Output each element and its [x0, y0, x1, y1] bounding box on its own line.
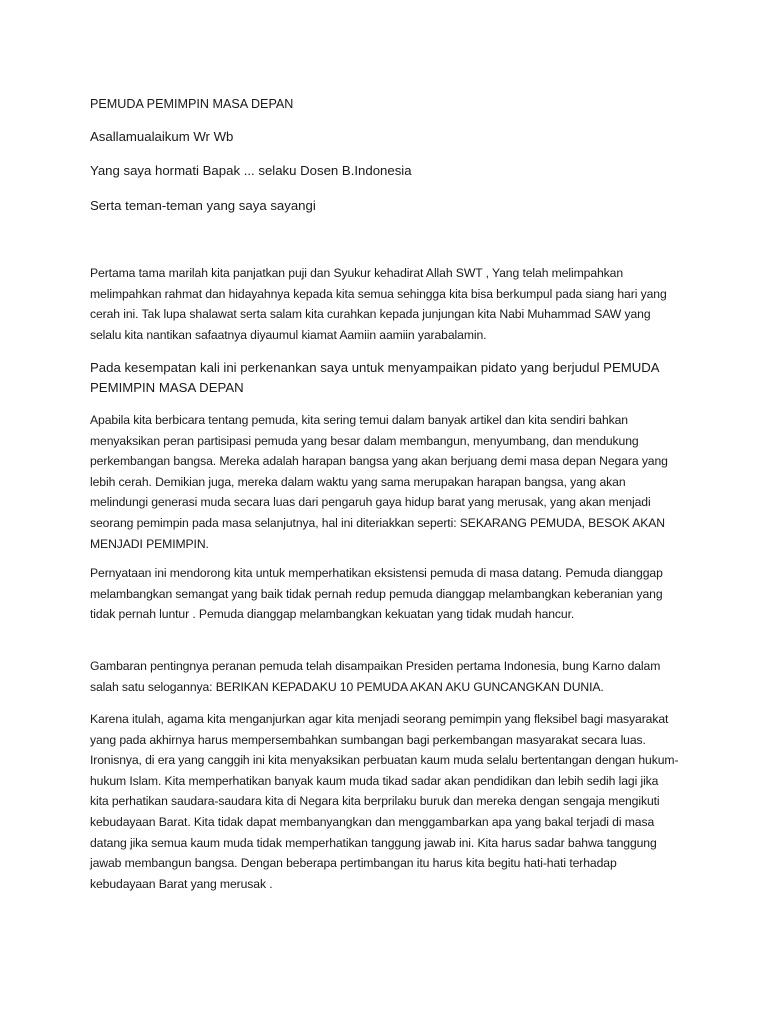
- document-title: PEMUDA PEMIMPIN MASA DEPAN: [90, 97, 294, 111]
- address-line-friends: Serta teman-teman yang saya sayangi: [90, 198, 316, 213]
- paragraph-opening: Pertama tama marilah kita panjatkan puji dan Syukur kehadirat Allah SWT , Yang telah melimpahkan melimpahkan rahmat dan hidayahnya kepada kita semua sehingga kita bisa berkumpul pada siang hari yang cerah ini. Tak lupa shalawat serta salam kita curahkan kepada junjungan kita Nabi Muhammad SAW yang selalu kita nantikan safaatnya diyaumul kiamat Aamiin aamiin yarabalamin.: [90, 266, 667, 342]
- paragraph-responsibility: Karena itulah, agama kita menganjurkan agar kita menjadi seorang pemimpin yang fleksibel bagi masyarakat yang pada akhirnya harus mempersembahkan sumbangan bagi perkembangan masyarakat secara luas. Ironisnya, di era yang canggih ini kita menyaksikan perbuatan kaum muda selalu bertentangan dengan hukum-hukum Islam. Kita memperhatikan banyak kaum muda tikad sadar akan pendidikan dan lebih sedih lagi jika kita perhatikan saudara-saudara kita di Negara kita berprilaku buruk dan mereka dengan sengaja mengikuti kebudayaan Barat. Kita tidak dapat membanyangkan dan menggambarkan apa yang bakal terjadi di masa datang jika semua kaum muda tidak memperhatikan tanggung jawab ini. Kita harus sadar bahwa tanggung jawab membangun bangsa. Dengan beberapa pertimbangan itu harus kita begitu hati-hati terhadap kebudayaan Barat yang merusak .: [90, 712, 679, 891]
- greeting-line: Asallamualaikum Wr Wb: [90, 129, 234, 144]
- paragraph-speech-intro: Pada kesempatan kali ini perkenankan saya untuk menyampaikan pidato yang berjudul PEMUDA PEMIMPIN MASA DEPAN: [90, 360, 659, 395]
- paragraph-youth-role: Apabila kita berbicara tentang pemuda, kita sering temui dalam banyak artikel dan kita sendiri bahkan menyaksikan peran partisipasi pemuda yang besar dalam membangun, menyumbang, dan mendukung perkembangan bangsa. Mereka adalah harapan bangsa yang akan berjuang demi masa depan Negara yang lebih cerah. Demikian juga, mereka dalam waktu yang sama merupakan harapan bangsa, yang akan melindungi generasi muda secara luas dari pengaruh gaya hidup barat yang merusak, yang akan menjadi seorang pemimpin pada masa selanjutnya, hal ini diteriakkan seperti: SEKARANG PEMUDA, BESOK AKAN MENJADI PEMIMPIN.: [90, 413, 668, 551]
- document-page: [90, 0, 680, 1024]
- address-line-lecturer: Yang saya hormati Bapak ... selaku Dosen B.Indonesia: [90, 163, 412, 178]
- paragraph-bung-karno: Gambaran pentingnya peranan pemuda telah disampaikan Presiden pertama Indonesia, bung Karno dalam salah satu selogannya: BERIKAN KEPADAKU 10 PEMUDA AKAN AKU GUNCANGKAN DUNIA.: [90, 659, 661, 694]
- paragraph-youth-existence: Pernyataan ini mendorong kita untuk memperhatikan eksistensi pemuda di masa datang. Pemuda dianggap melambangkan semangat yang baik tidak pernah redup pemuda dianggap melambangkan keberanian yang tidak pernah luntur . Pemuda dianggap melambangkan kekuatan yang tidak mudah hancur.: [90, 566, 663, 622]
